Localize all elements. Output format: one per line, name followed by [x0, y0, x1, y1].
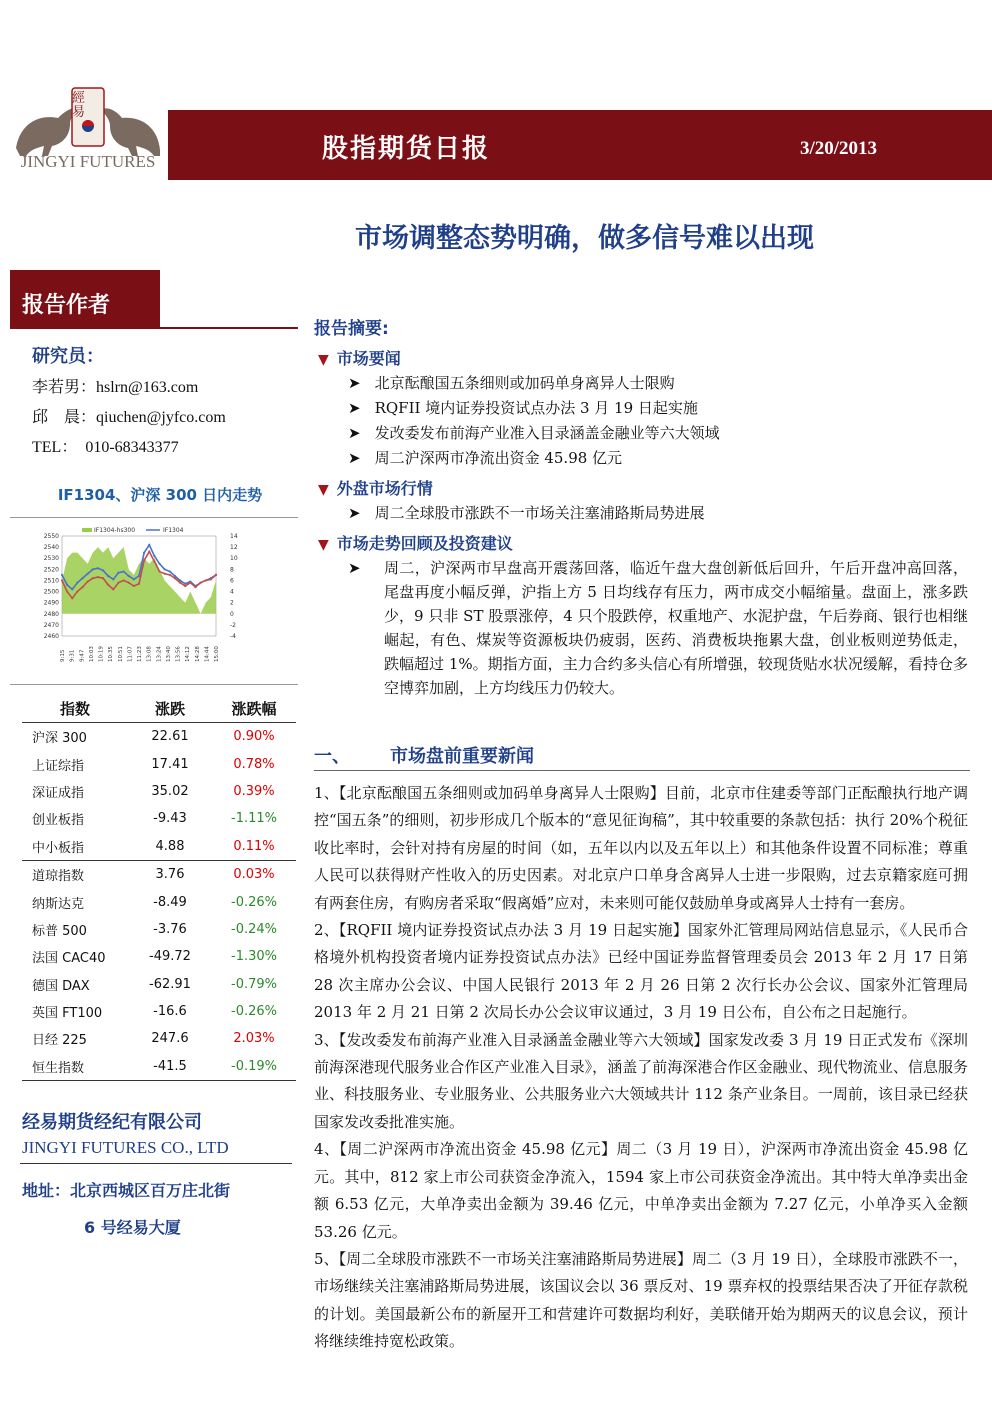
table-row — [22, 888, 296, 915]
table-row — [22, 860, 296, 888]
data-point — [153, 555, 155, 557]
divider — [10, 517, 298, 518]
divider — [314, 770, 970, 771]
news-section-heading — [314, 742, 534, 768]
data-point — [107, 575, 109, 577]
y-tick-label-right: 0 — [230, 610, 234, 618]
data-point — [210, 578, 212, 580]
list-item — [348, 372, 675, 393]
list-item-text: 北京酝酿国五条细则或加码单身离异人士限购 — [374, 374, 675, 392]
data-point — [107, 584, 109, 586]
company-name-en: JINGYI FUTURES CO., LTD — [22, 1138, 229, 1157]
y-tick-label-right: 14 — [230, 533, 238, 540]
section-title: 外盘市场行情 — [336, 479, 433, 498]
divider — [20, 1163, 292, 1164]
data-point — [169, 570, 171, 572]
index-pct: -0.26% — [231, 1004, 277, 1020]
y-tick-label-right: 10 — [230, 555, 238, 563]
index-pct: 0.11% — [233, 838, 275, 854]
y-tick-label-right: 2 — [230, 599, 234, 607]
section-title: 市场走势回顾及投资建议 — [336, 534, 513, 553]
index-name: 创业板指 — [32, 813, 85, 829]
data-point — [133, 585, 135, 587]
x-tick-label: 9:47 — [79, 649, 86, 662]
section-review — [318, 531, 513, 554]
arrow-icon: ▼ — [318, 537, 329, 553]
author-section-title: 报告作者 — [22, 293, 111, 318]
news-paragraph: 3、【发改委发布前海产业准入目录涵盖金融业等六大领域】国家发改委 3 月 19 日正式发布《深圳前海深港现代服务业合作区产业准入目录》，涵盖了前海深港合作区金融业、现代物流业、信息服务业、科技服务业、专业服务业、公共服务业六大领域共计 112 条产业条目。一周前，该目录已经获国家发改委批准实施。 — [314, 1030, 968, 1131]
news-body — [314, 780, 968, 1356]
section-title: 市场盘前重要新闻 — [390, 746, 534, 767]
headline: 市场调整态势明确，做多信号难以出现 — [355, 223, 814, 254]
legend-swatch — [82, 528, 92, 532]
news-paragraph: 5、【周二全球股市涨跌不一市场关注塞浦路斯局势进展】周二（3 月 19 日），全球股市涨跌不一，市场继续关注塞浦路斯局势进展，该国议会以 36 票反对、19 票弃权的投票结果否决了开征存款税的计划。美国最新公布的新屋开工和营建许可数据均利好，美联储开始为期两天的议息会议，预计将继续维持宽松政策。 — [314, 1249, 968, 1351]
table-row — [22, 971, 296, 998]
data-point — [66, 584, 68, 586]
index-pct: -0.79% — [231, 976, 277, 992]
index-change: 22.61 — [151, 729, 189, 745]
logo-seal-text: 經易 — [72, 91, 86, 120]
x-tick-label: 10:03 — [88, 646, 95, 662]
index-change: -41.5 — [128, 1053, 212, 1081]
data-point — [66, 590, 68, 592]
index-change: 3.76 — [128, 860, 212, 888]
summary-title: 报告摘要: — [314, 319, 389, 339]
data-point — [143, 552, 145, 554]
index-name: 恒生指数 — [22, 1053, 128, 1081]
list-item — [348, 397, 698, 418]
x-tick-label: 9:31 — [69, 649, 76, 662]
report-title: 股指期货日报 — [322, 134, 491, 164]
data-point — [112, 578, 114, 580]
author-line-3: TEL： 010-68343377 — [32, 439, 179, 456]
table-row — [22, 750, 296, 777]
data-point — [92, 568, 94, 570]
y-tick-label-left: 2500 — [43, 588, 59, 596]
data-point — [138, 583, 140, 585]
intraday-chart — [20, 524, 270, 674]
data-point — [61, 579, 63, 581]
y-tick-label-left: 2550 — [43, 533, 59, 540]
news-paragraph: 1、【北京酝酿国五条细则或加码单身离异人士限购】目前，北京市住建委等部门正酝酿执行地产调控“国五条”的细则，初步形成几个版本的“意见征询稿”，其中较重要的条款包括：执行 20%个税征收比率时，会针对持有房屋的时间（如，五年以内以及五年以上）和其他条件设置不同标准；尊重人民可以获得财产性收入的历史因素。对北京户口单身含离异人士进一步限购，过去京籍家庭可拥有两套住房，有购房者采取“假离婚”应对，未来则可能仅鼓励单身或离异人士持有一套房。 — [314, 784, 968, 912]
data-point — [143, 559, 145, 561]
chevron-right-icon: ➤ — [348, 449, 361, 467]
data-point — [179, 582, 181, 584]
col-header-change: 涨跌 — [128, 694, 212, 723]
analysis-paragraph — [348, 556, 968, 700]
data-point — [158, 570, 160, 572]
data-point — [184, 585, 186, 587]
data-point — [117, 582, 119, 584]
analysis-text: 周二，沪深两市早盘高开震荡回落，临近午盘大盘创新低后回升，午后开盘冲高回落，尾盘再度小幅反弹，沪指上方 5 日均线存有压力，两市成交小幅缩量。盘面上，涨多跌少，9 只非 ST 股票涨停，4 只个股跌停，权重地产、水泥护盘，午后券商、银行也相继崛起，有色、煤炭等资源板块仍疲弱，医药、消费板块拖累大盘，创业板则逆势低走，跌幅超过 1%。期指方面，主力合约多头信心有所增强，较现货贴水状况缓解，看持仓多空博弈加剧，上方均线压力仍较大。 — [384, 559, 968, 697]
data-point — [102, 569, 104, 571]
y-tick-label-right: -2 — [230, 621, 236, 629]
table-row — [22, 833, 296, 861]
data-point — [81, 577, 83, 579]
index-change: -3.76 — [153, 921, 187, 937]
index-change: -9.43 — [153, 811, 187, 827]
index-change: -49.72 — [149, 949, 191, 965]
data-point — [123, 570, 125, 572]
x-tick-label: 13:56 — [175, 646, 182, 662]
author-line-1: 李若男：hslrn@163.com — [32, 379, 199, 396]
col-header-index: 指数 — [22, 694, 128, 723]
chevron-right-icon: ➤ — [348, 374, 361, 392]
x-tick-label: 14:12 — [185, 646, 192, 662]
data-point — [76, 590, 78, 592]
list-item-text: RQFII 境内证券投资试点办法 3 月 19 日起实施 — [374, 399, 698, 417]
table-row — [22, 1053, 296, 1081]
divider — [10, 327, 298, 329]
index-change: 247.6 — [151, 1031, 189, 1047]
y-tick-label-left: 2520 — [43, 566, 59, 574]
list-item-text: 周二沪深两市净流出资金 45.98 亿元 — [374, 449, 623, 467]
y-tick-label-right: -4 — [230, 633, 236, 640]
index-name: 深证成指 — [32, 785, 85, 801]
x-tick-label: 14:44 — [204, 646, 211, 662]
chevron-right-icon: ➤ — [348, 424, 361, 442]
index-change: 35.02 — [151, 783, 189, 799]
list-item-text: 周二全球股市涨跌不一市场关注塞浦路斯局势进展 — [374, 504, 705, 522]
chevron-right-icon: ➤ — [348, 399, 361, 417]
y-tick-label-left: 2510 — [43, 577, 59, 585]
news-paragraph: 2、【RQFII 境内证券投资试点办法 3 月 19 日起实施】国家外汇管理局网站信息显示，《人民币合格境外机构投资者境内证券投资试点办法》已经中国证券监督管理委员会 2013 年 2 月 17 日第 28 次主席办公会议、中国人民银行 2013 年 2 月 26 日第 2 次行长办公会议、国家外汇管理局 2013 年 2 月 21 日第 2 次局长办公会议审议通过，3 月 19 日公布，自公布之日起施行。 — [314, 921, 968, 1022]
index-name: 上证综指 — [32, 758, 85, 774]
index-name: 日经 225 — [32, 1033, 87, 1049]
chevron-right-icon: ➤ — [348, 504, 361, 522]
data-point — [215, 574, 217, 576]
data-point — [194, 586, 196, 588]
section-number: 一、 — [314, 746, 350, 767]
index-pct: 2.03% — [233, 1031, 275, 1047]
index-change: -62.91 — [149, 976, 191, 992]
y-tick-label-right: 12 — [230, 544, 238, 552]
data-point — [97, 567, 99, 569]
data-point — [112, 588, 114, 590]
divider — [10, 684, 298, 685]
y-tick-label-left: 2490 — [43, 599, 59, 607]
logo-text: JINGYI FUTURES — [20, 152, 156, 171]
index-change: 17.41 — [151, 756, 189, 772]
company-name-cn: 经易期货经纪有限公司 — [22, 1112, 202, 1133]
index-name: 纳斯达克 — [32, 896, 85, 912]
data-point — [87, 580, 89, 582]
y-tick-label-right: 4 — [230, 588, 234, 596]
index-pct: -1.30% — [231, 949, 277, 965]
x-tick-label: 14:28 — [194, 646, 201, 662]
index-pct: 0.03% — [212, 860, 296, 888]
data-point — [76, 582, 78, 584]
y-tick-label-left: 2460 — [43, 633, 59, 640]
index-change: -16.6 — [153, 1004, 187, 1020]
index-pct: -0.19% — [212, 1053, 296, 1081]
researcher-label: 研究员： — [32, 346, 104, 367]
chart-title: IF1304、沪深 300 日内走势 — [57, 486, 263, 504]
author-line-2: 邱 晨：qiuchen@jyfco.com — [32, 409, 226, 426]
y-tick-label-left: 2480 — [43, 610, 59, 618]
data-point — [87, 573, 89, 575]
data-point — [148, 550, 150, 552]
section-foreign-market — [318, 476, 433, 499]
x-tick-label: 10:51 — [117, 646, 124, 662]
table-row — [22, 805, 296, 832]
index-change: 4.88 — [155, 838, 185, 854]
index-pct: -0.24% — [231, 921, 277, 937]
list-item — [348, 422, 720, 443]
chevron-right-icon: ➤ — [348, 559, 361, 577]
x-tick-label: 13:40 — [165, 646, 172, 662]
table-row — [22, 1025, 296, 1052]
col-header-pct: 涨跌幅 — [212, 694, 296, 723]
data-point — [71, 588, 73, 590]
data-point — [169, 574, 171, 576]
data-point — [164, 573, 166, 575]
data-point — [71, 597, 73, 599]
x-tick-label: 13:08 — [146, 646, 153, 662]
list-item — [348, 447, 622, 468]
x-tick-label: 15:00 — [214, 646, 220, 662]
arrow-icon: ▼ — [318, 352, 329, 368]
table-row — [22, 998, 296, 1025]
section-title: 市场要闻 — [336, 349, 401, 368]
data-point — [102, 577, 104, 579]
table-row — [22, 943, 296, 970]
data-point — [174, 577, 176, 579]
arrow-icon: ▼ — [318, 482, 329, 498]
data-point — [200, 582, 202, 584]
data-point — [128, 575, 130, 577]
data-point — [117, 572, 119, 574]
legend-label: IF1304-hs300 — [94, 527, 136, 534]
data-point — [148, 544, 150, 546]
x-tick-label: 10:19 — [98, 646, 105, 662]
x-tick-label: 13:24 — [156, 646, 163, 662]
index-name: 道琼指数 — [22, 860, 128, 888]
y-tick-label-right: 8 — [230, 566, 234, 574]
x-tick-label: 11:23 — [137, 646, 143, 662]
index-name: 中小板指 — [32, 840, 85, 856]
index-name: 沪深 300 — [32, 731, 87, 747]
data-point — [61, 574, 63, 576]
data-point — [164, 568, 166, 570]
table-row — [22, 916, 296, 943]
data-point — [133, 578, 135, 580]
y-tick-label-left: 2540 — [43, 544, 59, 552]
data-point — [205, 579, 207, 581]
x-tick-label: 9:15 — [60, 649, 66, 662]
data-point — [153, 560, 155, 562]
index-pct: -0.26% — [231, 894, 277, 910]
list-item — [348, 502, 705, 523]
data-point — [92, 577, 94, 579]
x-tick-label: 10:35 — [108, 646, 115, 662]
data-point — [97, 576, 99, 578]
table-row — [22, 723, 296, 751]
y-tick-label-right: 6 — [230, 577, 234, 585]
index-pct: -1.11% — [231, 811, 277, 827]
data-point — [128, 582, 130, 584]
list-item-text: 发改委发布前海产业准入目录涵盖金融业等六大领域 — [374, 424, 720, 442]
data-point — [81, 586, 83, 588]
legend-label: IF1304 — [163, 527, 184, 534]
data-point — [189, 582, 191, 584]
index-pct: 0.78% — [233, 756, 275, 772]
address-line-1: 地址：北京西城区百万庄北街 — [22, 1181, 231, 1200]
news-paragraph: 4、【周二沪深两市净流出资金 45.98 亿元】周二（3 月 19 日），沪深两市净流出资金 45.98 亿元。其中，812 家上市公司获资金净流入，1594 家上市公司获资金净流出。其中特大单净卖出金额 6.53 亿元，大单净卖出金额为 39.46 亿元，中单净卖出金额为 7.27 亿元，小单净买入金额 53.26 亿元。 — [314, 1140, 968, 1241]
data-point — [123, 579, 125, 581]
data-point — [158, 563, 160, 565]
index-name: 德国 DAX — [32, 978, 90, 994]
index-pct: 0.90% — [233, 729, 275, 745]
index-change: -8.49 — [153, 894, 187, 910]
index-name: 法国 CAC40 — [32, 951, 106, 967]
index-name: 标普 500 — [32, 923, 87, 939]
index-name: 英国 FT100 — [32, 1006, 103, 1022]
table-row — [22, 778, 296, 805]
report-date: 3/20/2013 — [800, 138, 878, 159]
index-table — [22, 694, 296, 1081]
index-pct: 0.39% — [233, 783, 275, 799]
y-tick-label-left: 2530 — [43, 555, 59, 563]
x-tick-label: 11:07 — [127, 646, 134, 662]
address-line-2: 6 号经易大厦 — [84, 1218, 181, 1237]
y-tick-label-left: 2470 — [43, 621, 59, 629]
section-market-news — [318, 346, 401, 369]
